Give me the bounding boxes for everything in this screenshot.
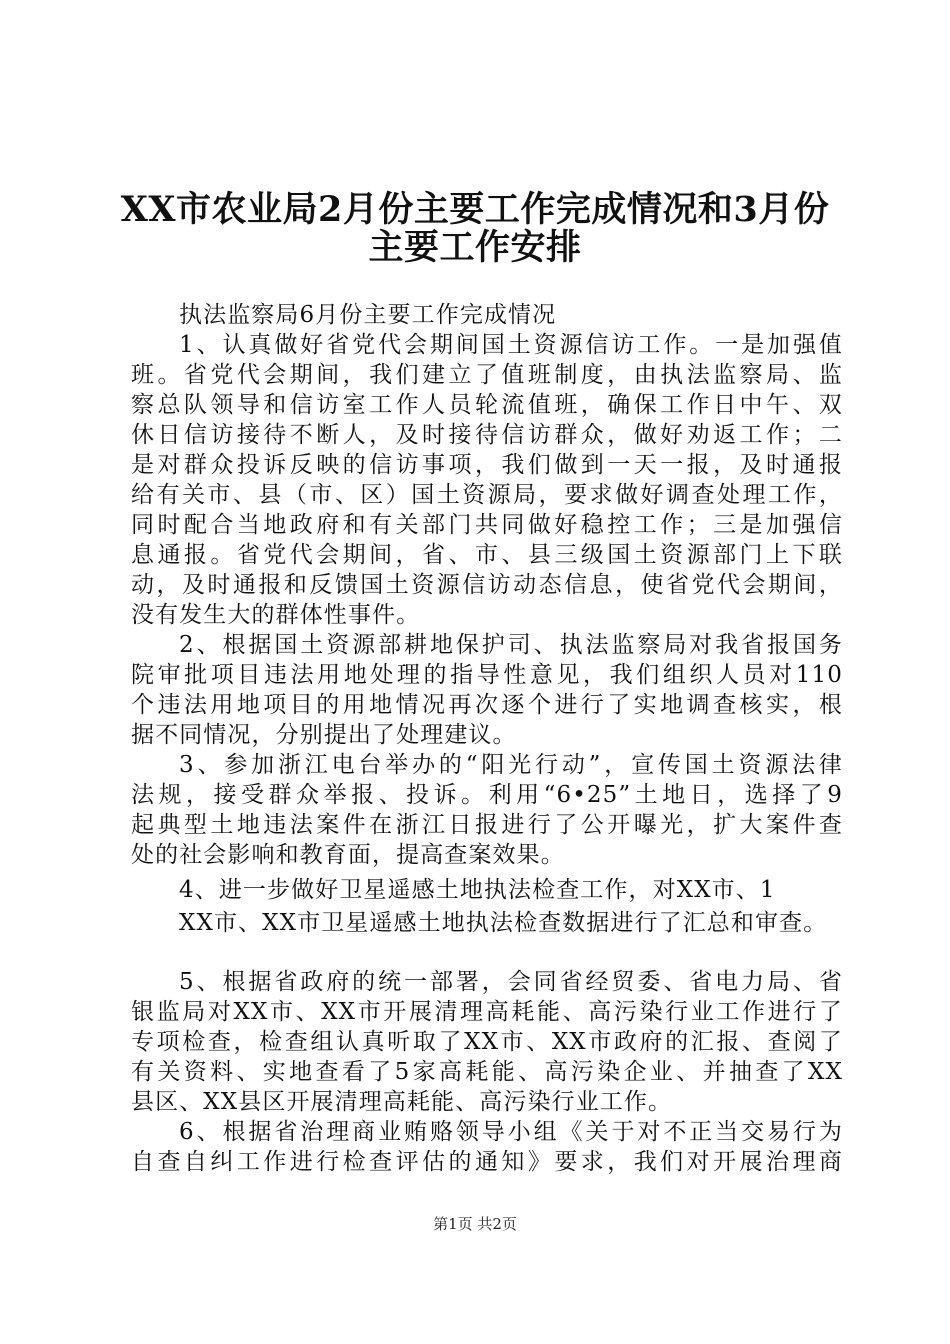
body-line: 起典型土地违法案件在浙江日报进行了公开曝光，扩大案件查 [131, 812, 843, 838]
body-line: 5、根据省政府的统一部署，会同省经贸委、省电力局、省 [179, 969, 843, 995]
body-line: 没有发生大的群体性事件。 [131, 602, 421, 628]
body-line: 6、根据省治理商业贿赂领导小组《关于对不正当交易行为 [179, 1119, 843, 1145]
body-line: 院审批项目违法用地处理的指导性意见，我们组织人员对110 [131, 662, 843, 688]
body-line: 同时配合当地政府和有关部门共同做好稳控工作；三是加强信 [131, 512, 843, 538]
body-line: 处的社会影响和教育面，提高查案效果。 [131, 842, 565, 868]
body-line: 4、进一步做好卫星遥感土地执法检查工作，对XX市、1 [179, 877, 776, 903]
body-line: 动，及时通报和反馈国土资源信访动态信息，使省党代会期间， [131, 572, 843, 598]
body-line: 专项检查，检查组认真听取了XX市、XX市政府的汇报、查阅了 [131, 1029, 843, 1055]
body-line: 2、根据国土资源部耕地保护司、执法监察局对我省报国务 [179, 632, 843, 658]
body-line: 1、认真做好省党代会期间国土资源信访工作。一是加强值 [179, 332, 843, 358]
body-line: 据不同情况，分别提出了处理建议。 [131, 722, 517, 748]
body-line: 法规，接受群众举报、投诉。利用“6•25”土地日，选择了9 [131, 782, 843, 808]
body-line: XX市、XX市卫星遥感土地执法检查数据进行了汇总和审查。 [179, 910, 828, 936]
body-line: 有关资料、实地查看了5家高耗能、高污染企业、并抽查了XX [131, 1059, 843, 1085]
document-title-line-2: 主要工作安排 [368, 227, 582, 268]
body-line: 察总队领导和信访室工作人员轮流值班，确保工作日中午、双 [131, 392, 843, 418]
body-line: 县区、XX县区开展清理高耗能、高污染行业工作。 [131, 1089, 673, 1115]
page-footer: 第1页 共2页 [433, 1215, 517, 1233]
body-line: 自查自纠工作进行检查评估的通知》要求，我们对开展治理商 [131, 1149, 843, 1175]
body-line: 息通报。省党代会期间，省、市、县三级国土资源部门上下联 [131, 542, 843, 568]
body-line: 银监局对XX市、XX市开展清理高耗能、高污染行业工作进行了 [131, 999, 843, 1025]
body-line: 给有关市、县（市、区）国土资源局，要求做好调查处理工作， [131, 482, 843, 508]
document-title-line-1: XX市农业局2月份主要工作完成情况和3月份 [120, 189, 830, 230]
body-line: 是对群众投诉反映的信访事项，我们做到一天一报，及时通报 [131, 452, 843, 478]
body-line: 3、参加浙江电台举办的“阳光行动”，宣传国土资源法律 [179, 752, 843, 778]
body-line: 班。省党代会期间，我们建立了值班制度，由执法监察局、监 [131, 362, 843, 388]
body-line: 休日信访接待不断人，及时接待信访群众，做好劝返工作；二 [131, 422, 843, 448]
body-line: 个违法用地项目的用地情况再次逐个进行了实地调查核实，根 [131, 692, 843, 718]
section-heading: 执法监察局6月份主要工作完成情况 [179, 302, 557, 328]
